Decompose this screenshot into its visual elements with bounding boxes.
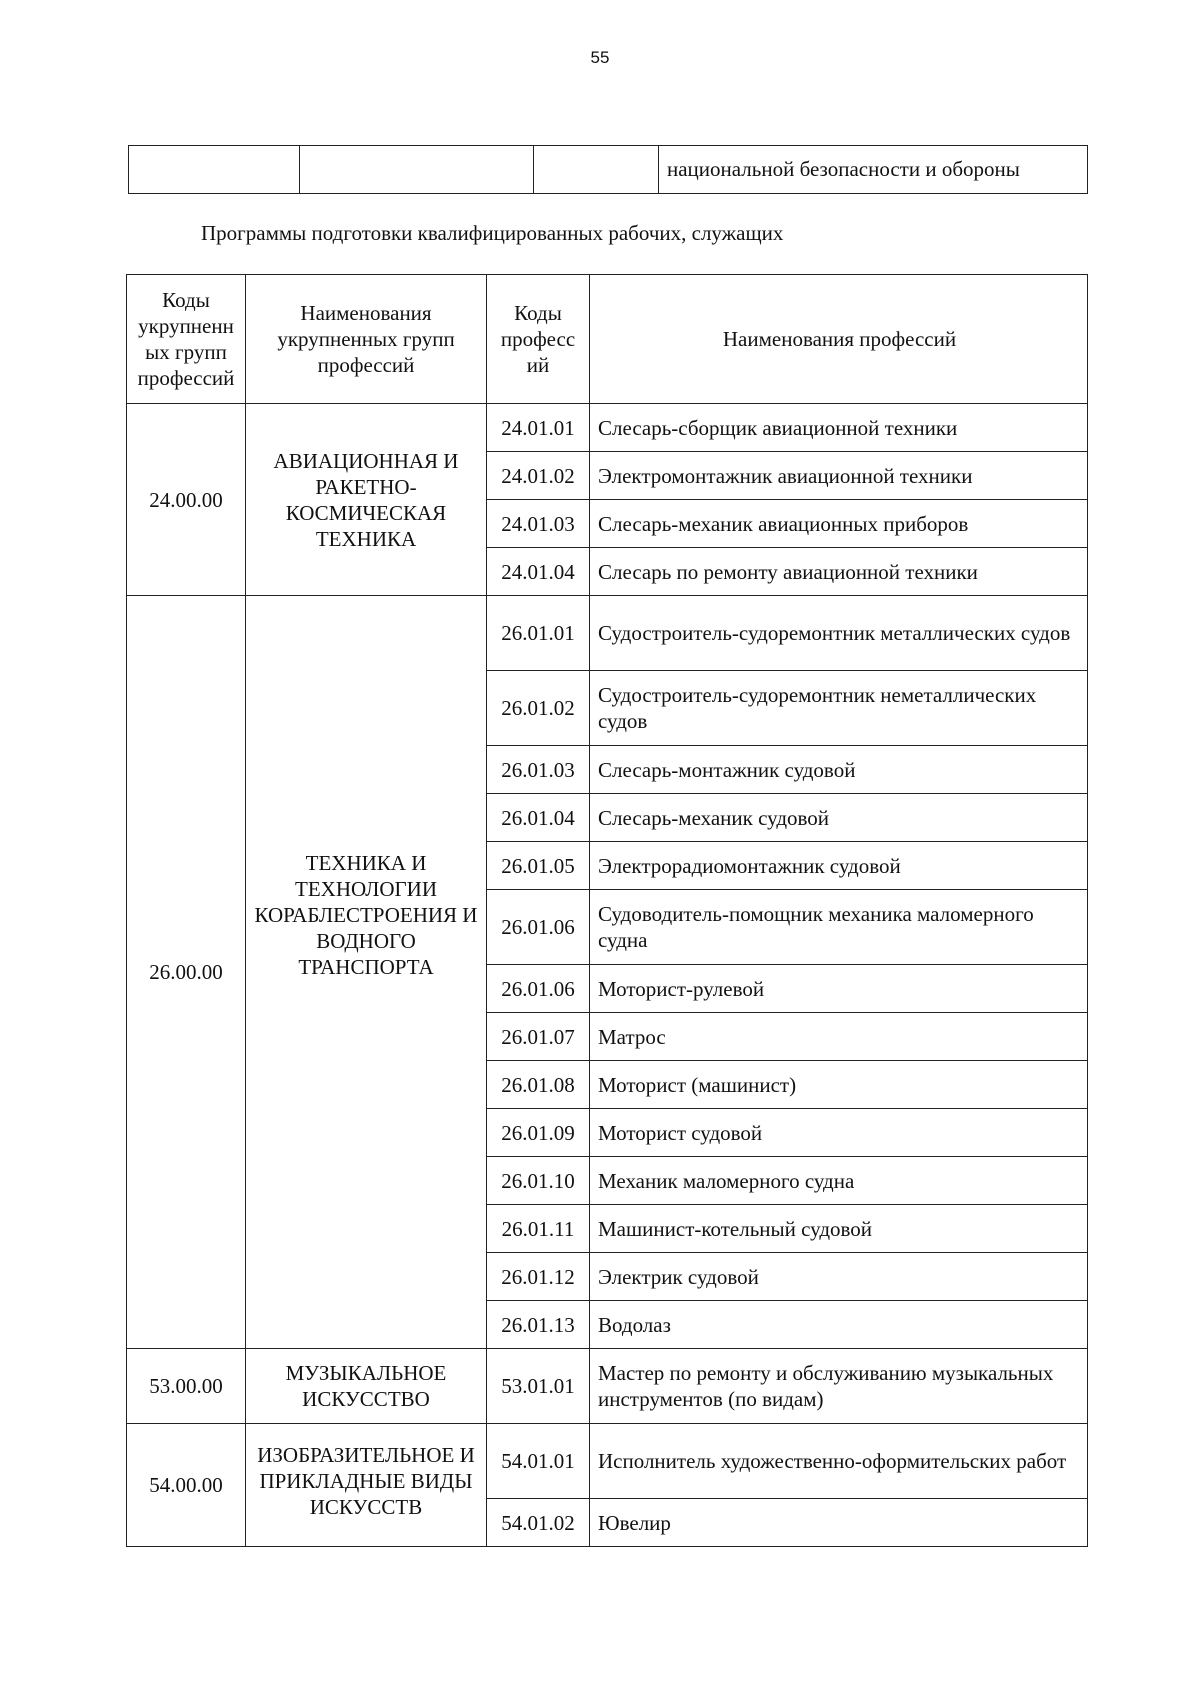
profession-code-cell: 53.01.01 <box>487 1349 590 1424</box>
profession-code-cell: 26.01.10 <box>487 1157 590 1205</box>
profession-code-cell: 24.01.01 <box>487 404 590 452</box>
group-name-cell: ИЗОБРАЗИТЕЛЬНОЕ И ПРИКЛАДНЫЕ ВИДЫ ИСКУССТВ <box>246 1424 487 1547</box>
profession-code-cell: 24.01.04 <box>487 548 590 596</box>
profession-name-cell: Исполнитель художественно-оформительских работ <box>590 1424 1088 1499</box>
profession-name-cell: Мастер по ремонту и обслуживанию музыкальных инструментов (по видам) <box>590 1349 1088 1424</box>
profession-name-cell: Слесарь-механик авиационных приборов <box>590 500 1088 548</box>
profession-name-cell: Механик маломерного судна <box>590 1157 1088 1205</box>
table-row <box>129 146 1088 194</box>
table-header-row <box>127 275 1088 404</box>
table-cell <box>534 146 659 194</box>
profession-code-cell: 26.01.02 <box>487 671 590 746</box>
profession-name-cell: Машинист-котельный судовой <box>590 1205 1088 1253</box>
profession-code-cell: 26.01.03 <box>487 746 590 794</box>
table-row <box>127 1424 1088 1499</box>
profession-code-cell: 26.01.09 <box>487 1109 590 1157</box>
profession-name-cell: Моторист-рулевой <box>590 965 1088 1013</box>
group-code-cell: 24.00.00 <box>127 404 246 596</box>
continuation-table <box>128 145 1088 194</box>
table-cell <box>300 146 534 194</box>
group-code-cell: 26.00.00 <box>127 596 246 1349</box>
profession-name-cell: Моторист судовой <box>590 1109 1088 1157</box>
profession-code-cell: 26.01.13 <box>487 1301 590 1349</box>
profession-code-cell: 54.01.02 <box>487 1499 590 1547</box>
profession-name-cell: Моторист (машинист) <box>590 1061 1088 1109</box>
table-row <box>127 404 1088 452</box>
profession-name-cell: Ювелир <box>590 1499 1088 1547</box>
profession-name-cell: Водолаз <box>590 1301 1088 1349</box>
column-header-profession-name: Наименования профессий <box>590 275 1088 404</box>
professions-table <box>126 274 1088 1547</box>
column-header-group-code: Коды укрупненн ых групп профессий <box>127 275 246 404</box>
profession-code-cell: 26.01.04 <box>487 794 590 842</box>
group-code-cell: 53.00.00 <box>127 1349 246 1424</box>
table-cell <box>129 146 300 194</box>
profession-name-cell: Электрик судовой <box>590 1253 1088 1301</box>
column-header-group-name: Наименования укрупненных групп профессий <box>246 275 487 404</box>
profession-code-cell: 26.01.01 <box>487 596 590 671</box>
page-number: 55 <box>590 48 610 67</box>
profession-name-cell: Слесарь-монтажник судовой <box>590 746 1088 794</box>
table-row <box>127 596 1088 671</box>
table-row <box>127 1349 1088 1424</box>
profession-name-cell: Судоводитель-помощник механика маломерного судна <box>590 890 1088 965</box>
profession-code-cell: 26.01.07 <box>487 1013 590 1061</box>
group-name-cell: АВИАЦИОННАЯ И РАКЕТНО-КОСМИЧЕСКАЯ ТЕХНИКА <box>246 404 487 596</box>
profession-name-cell: Слесарь-механик судовой <box>590 794 1088 842</box>
profession-name-cell: Судостроитель-судоремонтник металлических судов <box>590 596 1088 671</box>
profession-name-cell: Слесарь по ремонту авиационной техники <box>590 548 1088 596</box>
profession-code-cell: 26.01.08 <box>487 1061 590 1109</box>
profession-code-cell: 26.01.12 <box>487 1253 590 1301</box>
table-cell: национальной безопасности и обороны <box>659 146 1088 194</box>
profession-code-cell: 26.01.06 <box>487 890 590 965</box>
profession-code-cell: 26.01.05 <box>487 842 590 890</box>
profession-name-cell: Матрос <box>590 1013 1088 1061</box>
column-header-profession-code: Коды професс ий <box>487 275 590 404</box>
profession-code-cell: 24.01.03 <box>487 500 590 548</box>
group-code-cell: 54.00.00 <box>127 1424 246 1547</box>
section-heading: Программы подготовки квалифицированных рабочих, служащих <box>201 221 784 245</box>
profession-name-cell: Судостроитель-судоремонтник неметаллических судов <box>590 671 1088 746</box>
profession-name-cell: Слесарь-сборщик авиационной техники <box>590 404 1088 452</box>
group-name-cell: ТЕХНИКА И ТЕХНОЛОГИИ КОРАБЛЕСТРОЕНИЯ И ВОДНОГО ТРАНСПОРТА <box>246 596 487 1349</box>
profession-name-cell: Электромонтажник авиационной техники <box>590 452 1088 500</box>
profession-code-cell: 54.01.01 <box>487 1424 590 1499</box>
profession-code-cell: 24.01.02 <box>487 452 590 500</box>
profession-code-cell: 26.01.06 <box>487 965 590 1013</box>
group-name-cell: МУЗЫКАЛЬНОЕ ИСКУССТВО <box>246 1349 487 1424</box>
profession-name-cell: Электрорадиомонтажник судовой <box>590 842 1088 890</box>
profession-code-cell: 26.01.11 <box>487 1205 590 1253</box>
